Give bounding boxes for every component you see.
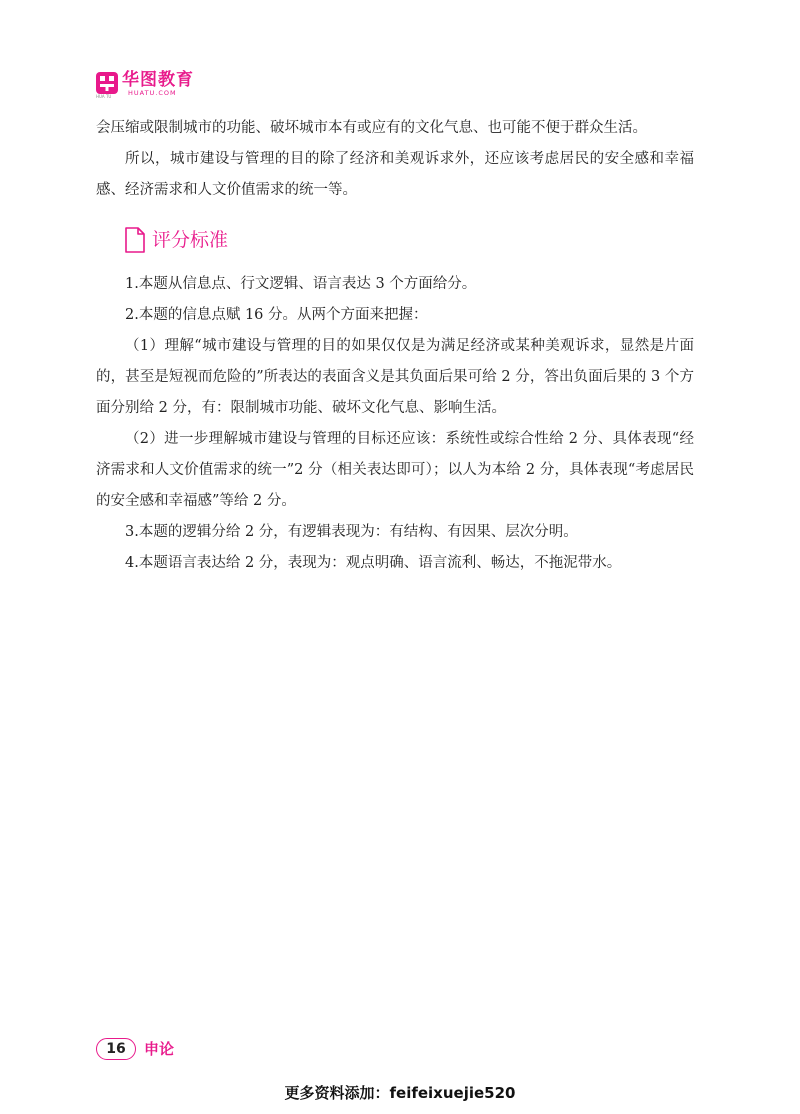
logo-small-text: HUA TU <box>96 94 112 99</box>
promo-text: 更多资料添加：feifeixuejie520 <box>284 1084 516 1102</box>
criteria-item-2-1: （1）理解“城市建设与管理的目的如果仅仅是为满足经济或某种美观诉求，显然是片面的，甚至是短视而危险的”所表达的表面含义是其负面后果可给 2 分，答出负面后果的 3 个方面分别给 2 分，有：限制城市功能、破坏文化气息、影响生活。 <box>96 338 694 416</box>
page-footer <box>96 1038 246 1060</box>
criteria-item-3: 3.本题的逻辑分给 2 分，有逻辑表现为：有结构、有因果、层次分明。 <box>125 524 578 540</box>
logo-chinese-name: 华图教育 <box>122 70 194 90</box>
criteria-item-2: 2.本题的信息点赋 16 分。从两个方面来把握： <box>125 307 428 323</box>
body-paragraph-1: 会压缩或限制城市的功能、破坏城市本有或应有的文化气息、也可能不便于群众生活。 <box>96 120 647 136</box>
page-section-name: 申论 <box>144 1040 175 1058</box>
huatu-logo <box>96 70 196 102</box>
criteria-item-4: 4.本题语言表达给 2 分，表现为：观点明确、语言流利、畅达，不拖泥带水。 <box>125 555 622 571</box>
huatu-logo-icon <box>96 72 118 94</box>
page-number: 16 <box>96 1038 136 1060</box>
criteria-item-2-2: （2）进一步理解城市建设与管理的目标还应该：系统性或综合性给 2 分、具体表现“经济需求和人文价值需求的统一”2 分（相关表达即可）；以人为本给 2 分，具体表现“考虑居民的安全感和幸福感”等给 2 分。 <box>96 431 694 509</box>
section-title: 评分标准 <box>152 229 229 251</box>
logo-english-name: HUATU.COM <box>128 89 177 97</box>
criteria-item-1: 1.本题从信息点、行文逻辑、语言表达 3 个方面给分。 <box>125 276 477 292</box>
body-paragraph-2: 所以，城市建设与管理的目的除了经济和美观诉求外，还应该考虑居民的安全感和幸福感、经济需求和人文价值需求的统一等。 <box>96 151 694 198</box>
document-icon <box>124 227 146 253</box>
